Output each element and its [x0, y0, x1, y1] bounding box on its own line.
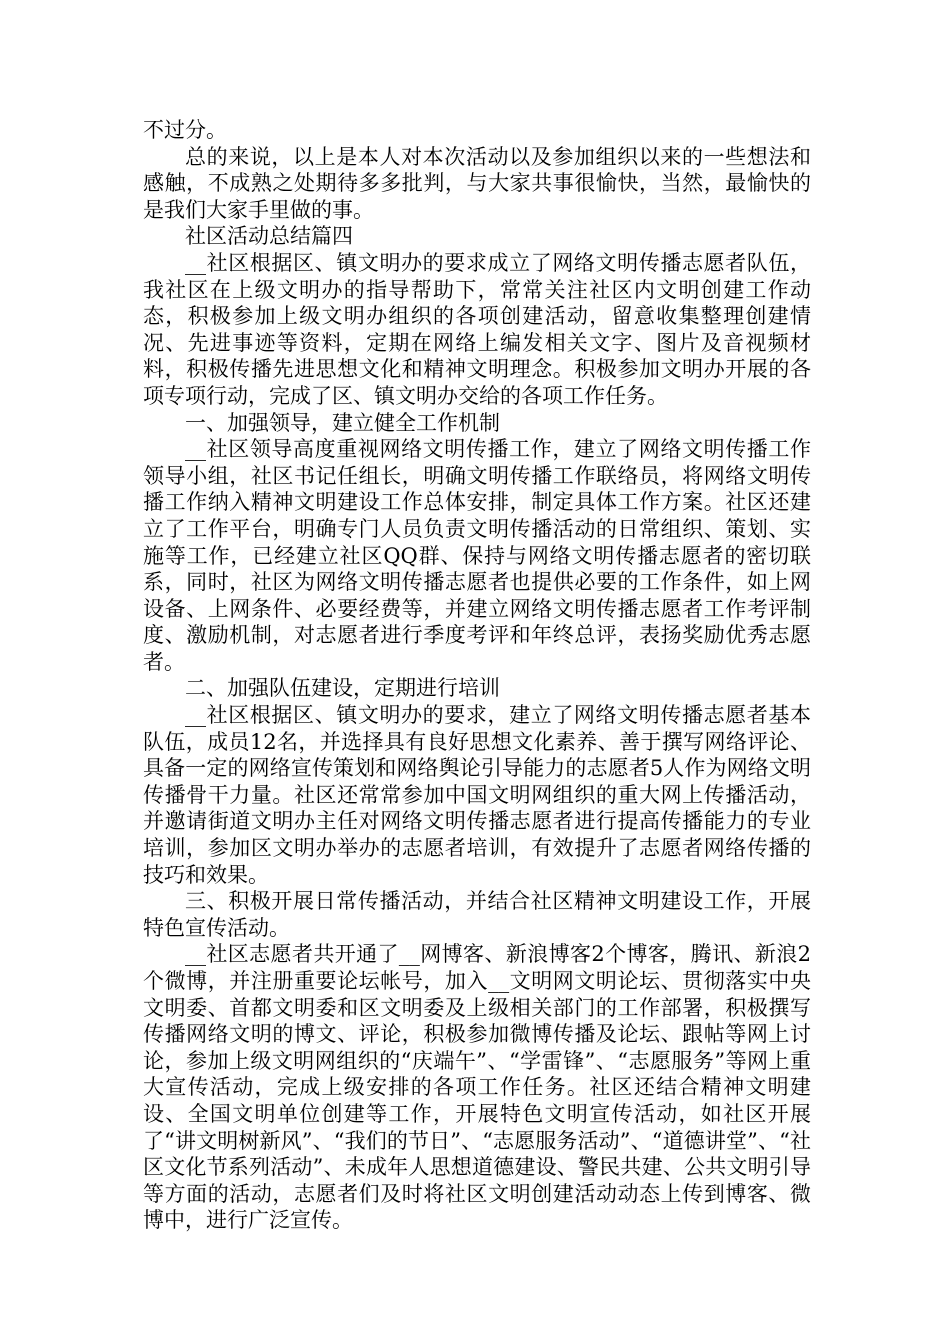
heading-two: 二、加强队伍建设，定期进行培训: [185, 676, 500, 701]
paragraph-continuation: 不过分。: [143, 118, 227, 142]
section-title: 社区活动总结篇四: [185, 224, 353, 249]
heading-three: 三、积极开展日常传播活动，并结合社区精神文明建设工作，开展特色宣传活动。: [143, 889, 811, 940]
paragraph-intro: __社区根据区、镇文明办的要求成立了网络文明传播志愿者队伍，我社区在上级文明办的指导帮助下，常常关注社区内文明创建工作动态，积极参加上级文明办组织的各项创建活动，留意收集整理创建情况、先进事迹等资料，定期在网络上编发相关文字、图片及音视频材料，积极传播先进思想文化和精神文明理念。积极参加文明办开展的各项专项行动，完成了区、镇文明办交给的各项工作任务。: [143, 250, 811, 408]
paragraph-team: __社区根据区、镇文明办的要求，建立了网络文明传播志愿者基本队伍，成员12名，并选择具有良好思想文化素养、善于撰写网络评论、具备一定的网络宣传策划和网络舆论引导能力的志愿者5人作为网络文明传播骨干力量。社区还常常参加中国文明网组织的重大网上传播活动，并邀请街道文明办主任对网络文明传播志愿者进行提高传播能力的专业培训，参加区文明办举办的志愿者培训，有效提升了志愿者网络传播的技巧和效果。: [143, 703, 811, 887]
document-page: [143, 117, 811, 1234]
paragraph-summary: 总的来说，以上是本人对本次活动以及参加组织以来的一些想法和感触，不成熟之处期待多多批判，与大家共事很愉快，当然，最愉快的是我们大家手里做的事。: [143, 144, 811, 222]
paragraph-leadership: __社区领导高度重视网络文明传播工作，建立了网络文明传播工作领导小组，社区书记任组长，明确文明传播工作联络员，将网络文明传播工作纳入精神文明建设工作总体安排，制定具体工作方案。社区还建立了工作平台，明确专门人员负责文明传播活动的日常组织、策划、实施等工作，已经建立社区QQ群、保持与网络文明传播志愿者的密切联系，同时，社区为网络文明传播志愿者也提供必要的工作条件，如上网设备、上网条件、必要经费等，并建立网络文明传播志愿者工作考评制度、激励机制，对志愿者进行季度考评和年终总评，表扬奖励优秀志愿者。: [143, 437, 811, 674]
heading-one: 一、加强领导，建立健全工作机制: [185, 410, 500, 435]
paragraph-activities: __社区志愿者共开通了__网博客、新浪博客2个博客，腾讯、新浪2个微博，并注册重要论坛帐号，加入__文明网文明论坛、贯彻落实中央文明委、首都文明委和区文明委及上级相关部门的工作部署，积极撰写传播网络文明的博文、评论，积极参加微博传播及论坛、跟帖等网上讨论，参加上级文明网组织的“庆端午”、“学雷锋”、“志愿服务”等网上重大宣传活动，完成上级安排的各项工作任务。社区还结合精神文明建设、全国文明单位创建等工作，开展特色文明宣传活动，如社区开展了“讲文明树新风”、“我们的节日”、“志愿服务活动”、“道德讲堂”、“社区文化节系列活动”、未成年人思想道德建设、警民共建、公共文明引导等方面的活动，志愿者们及时将社区文明创建活动动态上传到博客、微博中，进行广泛宣传。: [143, 942, 811, 1233]
